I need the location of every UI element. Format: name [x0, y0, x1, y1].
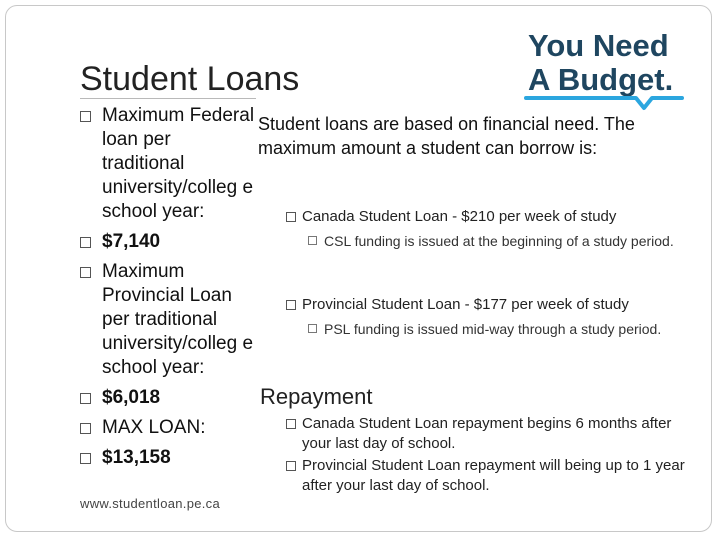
canada-loan-text: Canada Student Loan - $210 per week of study: [302, 208, 617, 225]
bullet-box-icon: [286, 212, 296, 222]
repayment-canada-text: Canada Student Loan repayment begins 6 months after your last day of school.: [302, 415, 672, 452]
bullet-box-icon: [80, 237, 91, 248]
repayment-provincial-text: Provincial Student Loan repayment will being up to 1 year after your last day of school.: [302, 457, 685, 494]
bullet-text: $6,018: [102, 387, 161, 408]
slide-title: Student Loans: [80, 60, 300, 98]
ynab-logo: [520, 24, 690, 116]
bullet-box-icon: [80, 393, 91, 404]
bullet-federal-amount: [80, 230, 258, 254]
title-divider: [80, 98, 256, 99]
source-website: www.studentloan.pe.ca: [80, 496, 220, 511]
bullet-box-icon: [80, 111, 91, 122]
bullet-text: Maximum Provincial Loan per traditional university/colleg e school year:: [102, 261, 254, 378]
intro-paragraph: Student loans are based on financial need. The maximum amount a student can borrow is:: [258, 114, 635, 158]
canada-loan-detail: [308, 231, 680, 251]
repayment-item-canada: [286, 414, 686, 454]
repayment-heading: Repayment: [260, 384, 373, 409]
bullet-text: $13,158: [102, 447, 171, 468]
left-bullet-list: [80, 104, 258, 470]
bullet-box-icon: [286, 419, 296, 429]
canada-loan-item: [286, 207, 686, 227]
bullet-box-icon: [80, 267, 91, 278]
provincial-detail-text: PSL funding is issued mid-way through a study period.: [324, 321, 662, 337]
bullet-federal-max: [80, 104, 258, 224]
bullet-provincial-max: [80, 260, 258, 380]
logo-speech-tail: [526, 98, 682, 108]
bullet-box-icon: [286, 461, 296, 471]
provincial-loan-item: [286, 295, 686, 315]
logo-line2: A Budget.: [528, 62, 674, 97]
provincial-loan-text: Provincial Student Loan - $177 per week of study: [302, 296, 629, 313]
bullet-provincial-amount: [80, 386, 258, 410]
logo-line1: You Need: [528, 28, 669, 63]
bullet-text: MAX LOAN:: [102, 417, 206, 438]
bullet-box-icon: [80, 423, 91, 434]
bullet-box-icon: [286, 300, 296, 310]
bullet-max-loan-label: [80, 416, 258, 440]
bullet-box-icon: [80, 453, 91, 464]
bullet-text: $7,140: [102, 231, 161, 252]
bullet-box-icon: [308, 324, 317, 333]
bullet-box-icon: [308, 236, 317, 245]
provincial-loan-detail: [308, 319, 680, 339]
canada-detail-text: CSL funding is issued at the beginning of a study period.: [324, 233, 674, 249]
bullet-max-loan-amount: [80, 446, 258, 470]
repayment-item-provincial: [286, 456, 686, 496]
bullet-text: Maximum Federal loan per traditional university/colleg e school year:: [102, 105, 255, 222]
